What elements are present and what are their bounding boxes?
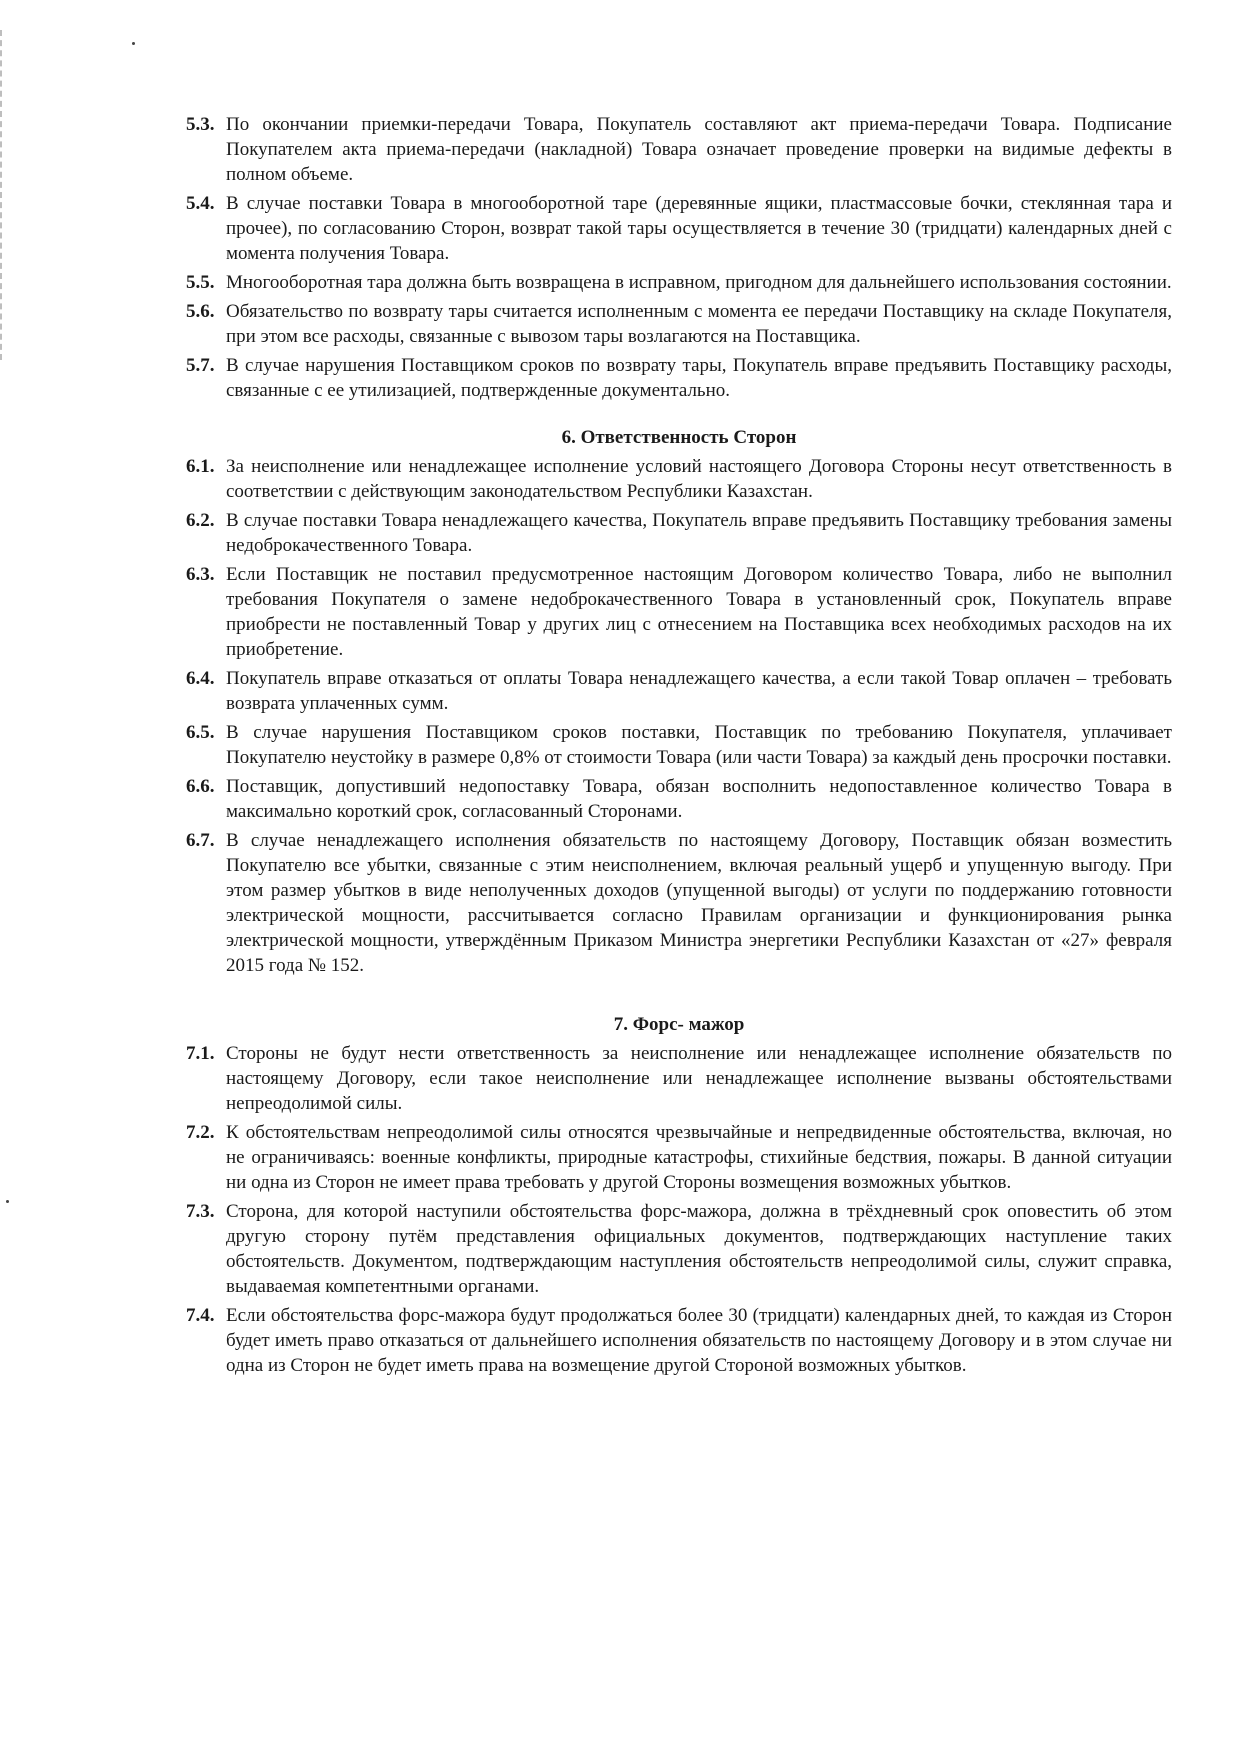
scan-binding-edge xyxy=(0,30,8,360)
clause-7-4 xyxy=(186,1303,1172,1378)
section-title-6: 6. Ответственность Сторон xyxy=(561,427,797,448)
clause-text: За неисполнение или ненадлежащее исполнение условий настоящего Договора Стороны несут ответственность в соответствии с действующим законодательством Республики Казахстан. xyxy=(226,456,1172,502)
clause-7-1 xyxy=(186,1041,1172,1116)
clauses-section-5 xyxy=(186,112,1172,403)
clauses-section-7 xyxy=(186,1041,1172,1378)
clauses-section-6 xyxy=(186,454,1172,978)
clause-5-6 xyxy=(186,299,1172,349)
clause-number: 6.1. xyxy=(186,456,215,477)
clause-number: 5.4. xyxy=(186,193,215,214)
clause-number: 5.3. xyxy=(186,114,215,135)
clause-number: 7.2. xyxy=(186,1122,215,1143)
clause-6-1 xyxy=(186,454,1172,504)
section-title-7: 7. Форс- мажор xyxy=(613,1014,745,1035)
clause-number: 6.3. xyxy=(186,564,215,585)
clause-5-7 xyxy=(186,353,1172,403)
clause-number: 7.4. xyxy=(186,1305,215,1326)
clause-number: 7.3. xyxy=(186,1201,215,1222)
clause-5-4 xyxy=(186,191,1172,266)
clause-6-3 xyxy=(186,562,1172,662)
clause-number: 5.7. xyxy=(186,355,215,376)
clause-text: К обстоятельствам непреодолимой силы относятся чрезвычайные и непредвиденные обстоятельства, включая, но не ограничиваясь: военные конфликты, природные катастрофы, стихийные бедствия, пожары. В данной ситуации ни одна из Сторон не имеет права требовать у другой Стороны возмещения возможных убытков. xyxy=(226,1122,1172,1193)
clause-number: 5.6. xyxy=(186,301,215,322)
clause-6-7 xyxy=(186,828,1172,978)
clause-text: Многооборотная тара должна быть возвращена в исправном, пригодном для дальнейшего использования состоянии. xyxy=(226,272,1172,293)
clause-text: Покупатель вправе отказаться от оплаты Товара ненадлежащего качества, а если такой Товар оплачен – требовать возврата уплаченных сумм. xyxy=(226,668,1172,714)
clause-text: В случае нарушения Поставщиком сроков поставки, Поставщик по требованию Покупателя, уплачивает Покупателю неустойку в размере 0,8% от стоимости Товара (или части Товара) за каждый день просрочки поставки. xyxy=(226,722,1172,768)
clause-number: 6.5. xyxy=(186,722,215,743)
clause-6-2 xyxy=(186,508,1172,558)
clause-text: Обязательство по возврату тары считается исполненным с момента ее передачи Поставщику на складе Покупателя, при этом все расходы, связанные с вывозом тары возлагаются на Поставщика. xyxy=(226,301,1172,347)
clause-5-5 xyxy=(186,270,1172,295)
clause-5-3 xyxy=(186,112,1172,187)
scan-speck xyxy=(132,42,135,45)
clause-number: 6.2. xyxy=(186,510,215,531)
clause-7-3 xyxy=(186,1199,1172,1299)
clause-number: 6.6. xyxy=(186,776,215,797)
clause-text: В случае нарушения Поставщиком сроков по возврату тары, Покупатель вправе предъявить Поставщику расходы, связанные с ее утилизацией, подтвержденные документально. xyxy=(226,355,1172,401)
clause-text: Стороны не будут нести ответственность за неисполнение или ненадлежащее исполнение обязательств по настоящему Договору, если такое неисполнение или ненадлежащее исполнение вызваны обстоятельствами непреодолимой силы. xyxy=(226,1043,1172,1114)
document-page xyxy=(186,112,1172,1382)
clause-text: В случае поставки Товара ненадлежащего качества, Покупатель вправе предъявить Поставщику требования замены недоброкачественного Товара. xyxy=(226,510,1172,556)
clause-number: 5.5. xyxy=(186,272,215,293)
clause-6-6 xyxy=(186,774,1172,824)
clause-6-5 xyxy=(186,720,1172,770)
clause-text: По окончании приемки-передачи Товара, Покупатель составляют акт приема-передачи Товара. Подписание Покупателем акта приема-передачи (накладной) Товара означает проведение проверки на видимые дефекты в полном объеме. xyxy=(226,114,1172,185)
clause-text: Поставщик, допустивший недопоставку Товара, обязан восполнить недопоставленное количество Товара в максимально короткий срок, согласованный Сторонами. xyxy=(226,776,1172,822)
clause-7-2 xyxy=(186,1120,1172,1195)
clause-text: Сторона, для которой наступили обстоятельства форс-мажора, должна в трёхдневный срок оповестить об этом другую сторону путём представления официальных документов, подтверждающих наступление таких обстоятельств. Документом, подтверждающим наступления обстоятельств непреодолимой силы, служит справка, выдаваемая компетентными органами. xyxy=(226,1201,1172,1297)
clause-number: 6.4. xyxy=(186,668,215,689)
clause-text: В случае ненадлежащего исполнения обязательств по настоящему Договору, Поставщик обязан возместить Покупателю все убытки, связанные с этим неисполнением, включая реальный ущерб и упущенную выгоду. При этом размер убытков в виде неполученных доходов (упущенной выгоды) от услуги по поддержанию готовности электрической мощности, рассчитывается согласно Правилам организации и функционирования рынка электрической мощности, утверждённым Приказом Министра энергетики Республики Казахстан от «27» февраля 2015 года № 152. xyxy=(226,830,1172,976)
clause-6-4 xyxy=(186,666,1172,716)
clause-text: Если Поставщик не поставил предусмотренное настоящим Договором количество Товара, либо не выполнил требования Покупателя о замене недоброкачественного Товара в установленный срок, Покупатель вправе приобрести не поставленный Товар у других лиц с отнесением на Поставщика всех необходимых расходов на их приобретение. xyxy=(226,564,1172,660)
clause-number: 6.7. xyxy=(186,830,215,851)
clause-text: В случае поставки Товара в многооборотной таре (деревянные ящики, пластмассовые бочки, стеклянная тара и прочее), по согласованию Сторон, возврат такой тары осуществляется в течение 30 (тридцати) календарных дней с момента получения Товара. xyxy=(226,193,1172,264)
clause-text: Если обстоятельства форс-мажора будут продолжаться более 30 (тридцати) календарных дней, то каждая из Сторон будет иметь право отказаться от дальнейшего исполнения обязательств по настоящему Договору и в этом случае ни одна из Сторон не будет иметь права на возмещение другой Стороной возможных убытков. xyxy=(226,1305,1172,1376)
scan-speck xyxy=(6,1200,9,1203)
clause-number: 7.1. xyxy=(186,1043,215,1064)
